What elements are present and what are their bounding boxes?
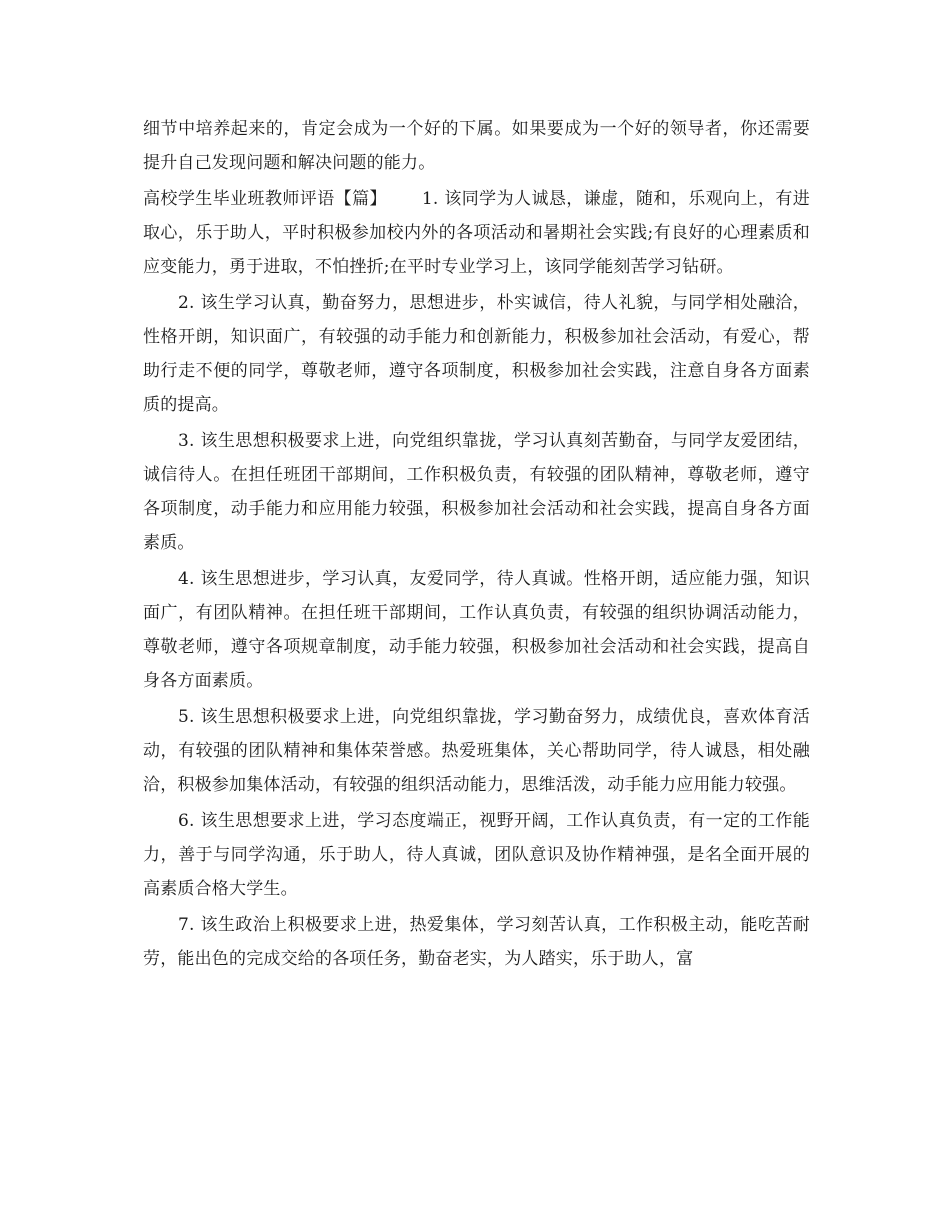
- comment-7: 7. 该生政治上积极要求上进，热爱集体，学习刻苦认真，工作积极主动，能吃苦耐劳，能出色的完成交给的各项任务，勤奋老实，为人踏实，乐于助人，富: [143, 915, 810, 969]
- comment-5: 5. 该生思想积极要求上进，向党组织靠拢，学习勤奋努力，成绩优良，喜欢体育活动，有较强的团队精神和集体荣誉感。热爱班集体，关心帮助同学，待人诚恳，相处融洽，积极参加集体活动，有较强的组织活动能力，思维活泼，动手能力应用能力较强。: [143, 707, 810, 795]
- comment-1: 1. 该同学为人诚恳，谦虚，随和，乐观向上，有进取心，乐于助人，平时积极参加校内外的各项活动和暑期社会实践;有良好的心理素质和应变能力，勇于进取，不怕挫折;在平时专业学习上，该同学能刻苦学习钻研。: [143, 189, 810, 277]
- section-heading: 高校学生毕业班教师评语【篇】: [143, 189, 387, 209]
- comment-6: 6. 该生思想要求上进，学习态度端正，视野开阔，工作认真负责，有一定的工作能力，善于与同学沟通，乐于助人，待人真诚，团队意识及协作精神强，是名全面开展的高素质合格大学生。: [143, 811, 810, 899]
- heading-gap: [387, 189, 422, 209]
- comment-2: 2. 该生学习认真，勤奋努力，思想进步，朴实诚信，待人礼貌，与同学相处融洽，性格开朗，知识面广，有较强的动手能力和创新能力，积极参加社会活动，有爱心，帮助行走不便的同学，尊敬老师，遵守各项制度，积极参加社会实践，注意自身各方面素质的提高。: [143, 293, 810, 415]
- comment-3: 3. 该生思想积极要求上进，向党组织靠拢，学习认真刻苦勤奋，与同学友爱团结，诚信待人。在担任班团干部期间，工作积极负责，有较强的团队精神，尊敬老师，遵守各项制度，动手能力和应用能力较强，积极参加社会活动和社会实践，提高自身各方面素质。: [143, 431, 810, 553]
- intro-paragraph: 细节中培养起来的，肯定会成为一个好的下属。如果要成为一个好的领导者，你还需要提升自己发现问题和解决问题的能力。: [143, 119, 810, 173]
- document-page: [143, 112, 810, 978]
- section-paragraph: [143, 182, 810, 284]
- comment-4: 4. 该生思想进步，学习认真，友爱同学，待人真诚。性格开朗，适应能力强，知识面广，有团队精神。在担任班干部期间，工作认真负责，有较强的组织协调活动能力，尊敬老师，遵守各项规章制度，动手能力较强，积极参加社会活动和社会实践，提高自身各方面素质。: [143, 569, 810, 691]
